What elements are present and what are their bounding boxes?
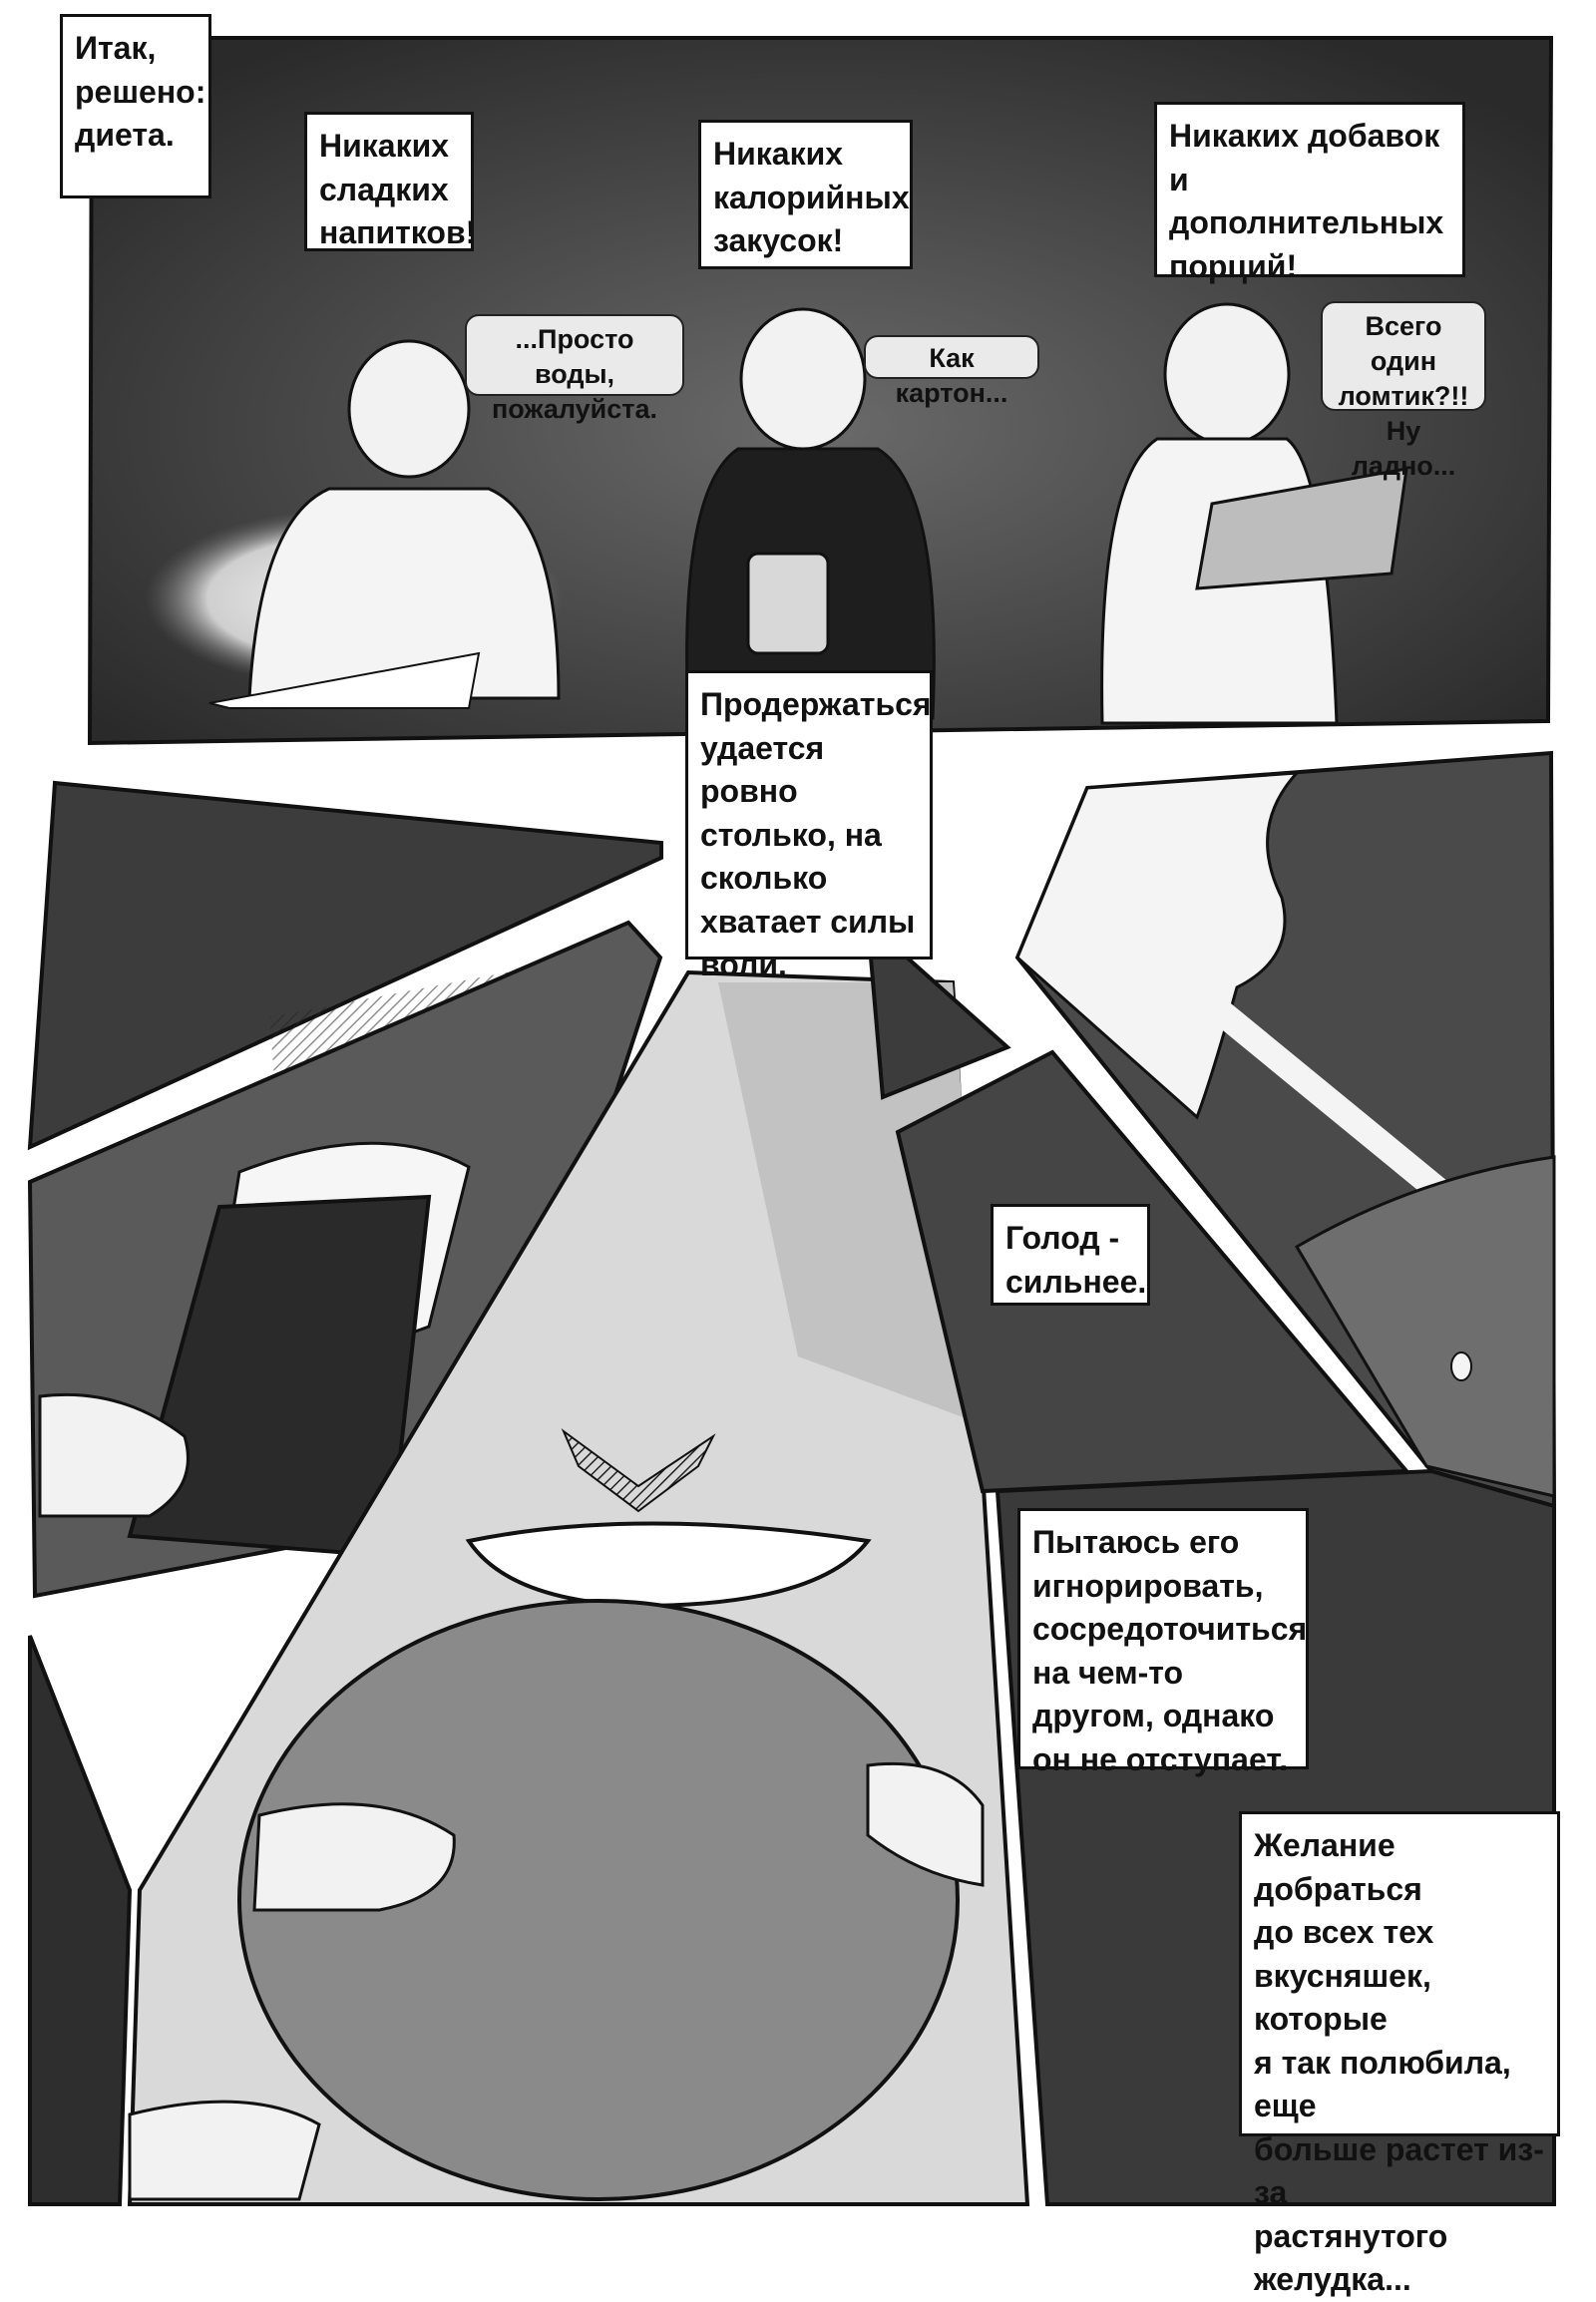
- caption-desire: Желание добраться до всех тех вкусняшек, которые я так полюбила, еще больше растет из-за растянутого желудка...: [1239, 1811, 1560, 2136]
- speech-bubble-cardboard: Как картон...: [864, 335, 1039, 379]
- caption-no-snacks: Никаких калорийных закусок!: [698, 120, 913, 269]
- panel-left-bottom: [30, 1636, 130, 2204]
- caption-intro: Итак, решено: диета.: [60, 14, 211, 198]
- speech-bubble-water: ...Просто воды, пожалуйста.: [465, 314, 684, 396]
- caption-no-extras: Никаких добавок и дополнительных порций!: [1154, 102, 1465, 277]
- speech-bubble-one-slice: Всего один ломтик?!! Ну ладно...: [1321, 301, 1486, 411]
- caption-no-sweet-drinks: Никаких сладких напитков!: [304, 112, 474, 251]
- caption-ignore: Пытаюсь его игнорировать, сосредоточиться на чем-то другом, однако он не отступает.: [1017, 1508, 1309, 1769]
- caption-willpower: Продержаться удается ровно столько, на сколько хватает силы воли.: [685, 670, 933, 959]
- caption-hunger: Голод - сильнее.: [991, 1204, 1150, 1306]
